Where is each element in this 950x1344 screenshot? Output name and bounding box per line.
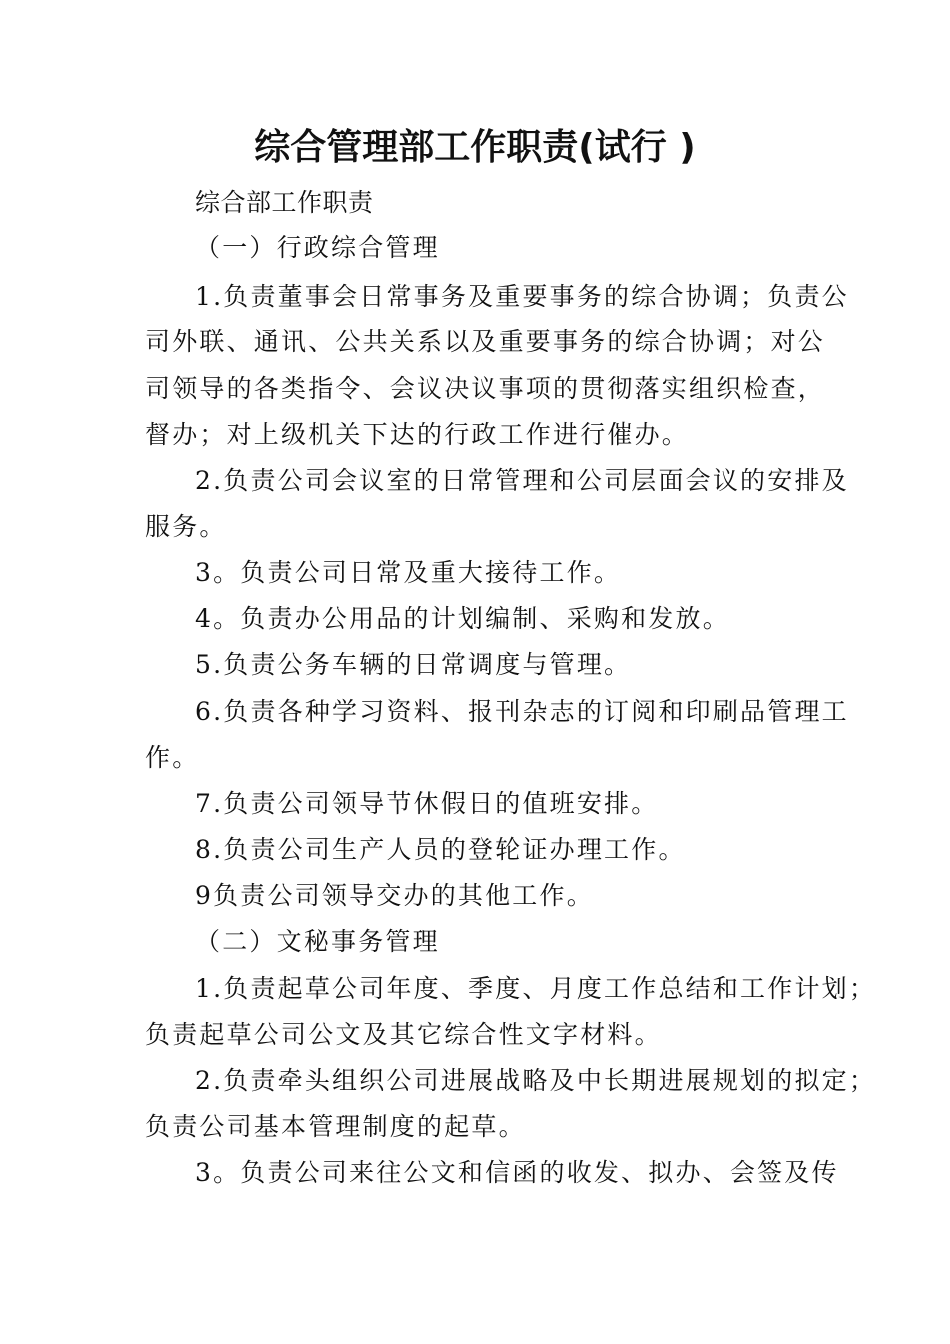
paragraph-line: 1.负责董事会日常事务及重要事务的综合协调；负责公 <box>195 282 849 311</box>
document-subtitle: 综合部工作职责 <box>195 188 374 217</box>
paragraph-line: 3。负责公司日常及重大接待工作。 <box>195 558 622 587</box>
paragraph-line: 服务。 <box>145 512 227 541</box>
paragraph-line: 作。 <box>145 743 200 772</box>
paragraph-line: 9负责公司领导交办的其他工作。 <box>195 881 594 910</box>
section-heading: （二）文秘事务管理 <box>195 927 440 956</box>
paragraph-line: 2.负责公司会议室的日常管理和公司层面会议的安排及 <box>195 466 849 495</box>
section-heading: （一）行政综合管理 <box>195 233 440 262</box>
paragraph-line: 督办；对上级机关下达的行政工作进行催办。 <box>145 420 690 449</box>
paragraph-line: 3。负责公司来往公文和信函的收发、拟办、会签及传 <box>195 1158 839 1187</box>
paragraph-line: 司领导的各类指令、会议决议事项的贯彻落实组织检查， <box>145 374 826 403</box>
paragraph-line: 1.负责起草公司年度、季度、月度工作总结和工作计划； <box>195 974 877 1003</box>
paragraph-line: 负责公司基本管理制度的起草。 <box>145 1112 526 1141</box>
paragraph-line: 7.负责公司领导节休假日的值班安排。 <box>195 789 659 818</box>
document-title: 综合管理部工作职责(试行 ) <box>254 127 696 168</box>
paragraph-line: 8.负责公司生产人员的登轮证办理工作。 <box>195 835 686 864</box>
paragraph-line: 负责起草公司公文及其它综合性文字材料。 <box>145 1020 662 1049</box>
paragraph-line: 司外联、通讯、公共关系以及重要事务的综合协调；对公 <box>145 327 826 356</box>
paragraph-line: 6.负责各种学习资料、报刊杂志的订阅和印刷品管理工 <box>195 697 849 726</box>
paragraph-line: 2.负责牵头组织公司进展战略及中长期进展规划的拟定； <box>195 1066 877 1095</box>
paragraph-line: 5.负责公务车辆的日常调度与管理。 <box>195 650 632 679</box>
paragraph-line: 4。负责办公用品的计划编制、采购和发放。 <box>195 604 730 633</box>
